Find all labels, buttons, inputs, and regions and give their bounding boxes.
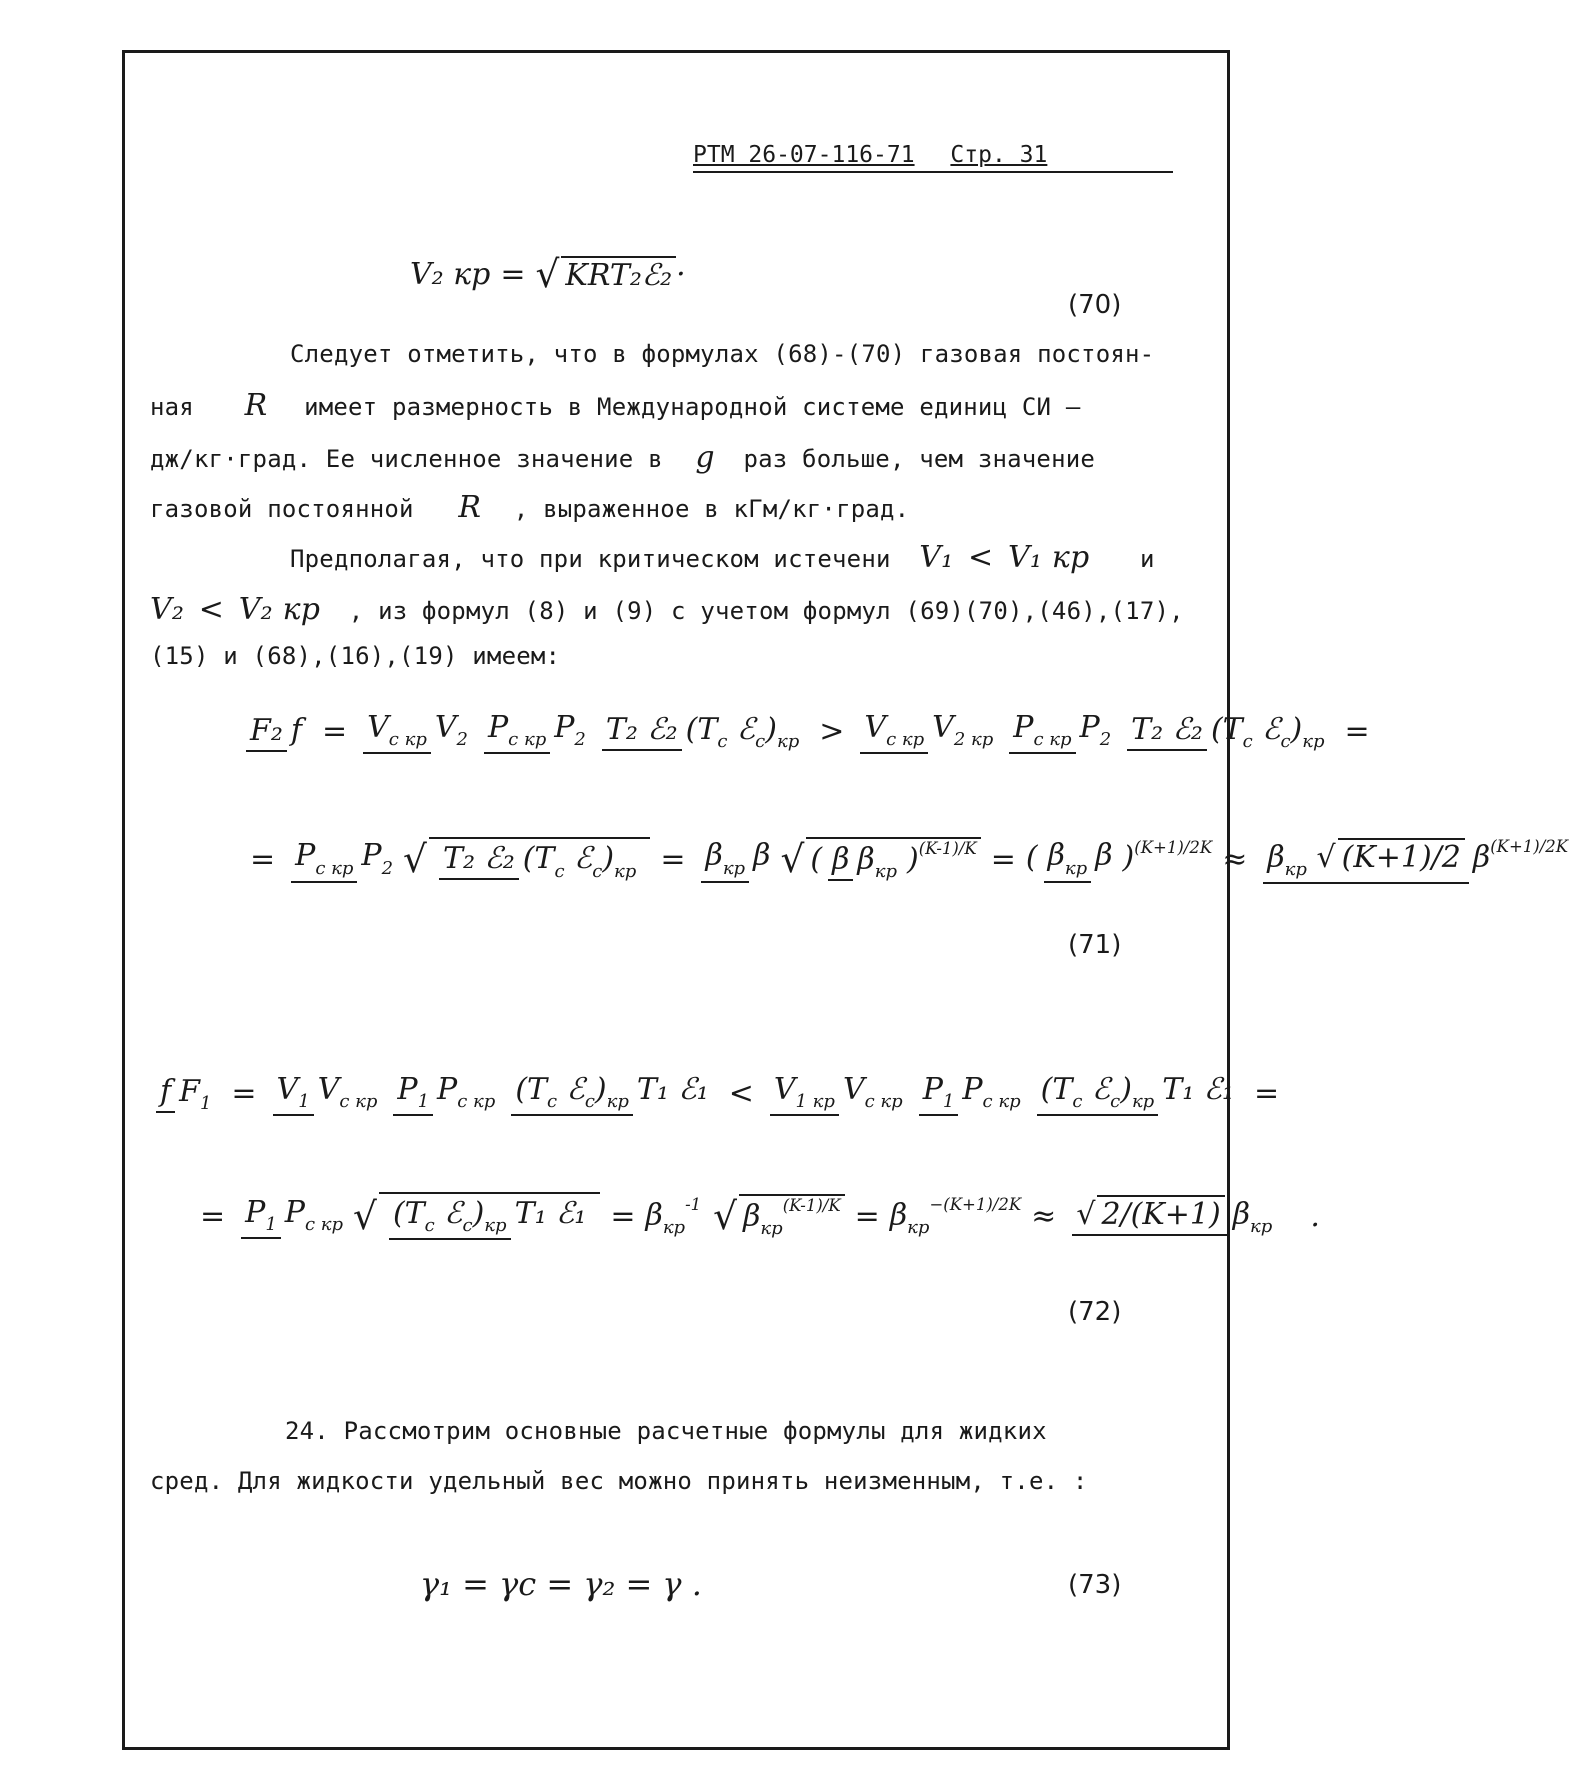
paragraph2-line2: V₂ < V₂ кр , из формул (8) и (9) с учетом формул (69)(70),(46),(17), bbox=[150, 592, 1184, 627]
paragraph1-line2: ная R имеет размерность в Международной системе единиц СИ — bbox=[150, 388, 1081, 423]
equation-72-line1: f F1 = V1 Vc кр P1 Pc кр (Tc ℰc)кр T₁ ℰ₁ < V1 кр Vc кр P1 Pc кр (Tc ℰc)кр T₁ ℰ₁ = bbox=[150, 1070, 1289, 1116]
symbol-V1kr: V₁ кр bbox=[1008, 540, 1090, 575]
symbol-V2kr: V₂ кр bbox=[238, 592, 321, 627]
paragraph3-line1: 24. Рассмотрим основные расчетные формулы для жидких bbox=[285, 1417, 1047, 1445]
page-frame bbox=[122, 50, 1230, 1750]
equation-number-71: (71) bbox=[1068, 930, 1122, 960]
equation-71-line2: = Pc кр P2 √ T₂ ℰ₂ (Tc ℰc)кр = βкр β √ ( β βкр )(K-1)/K = ( βкр β )(K+1)/2K ≈ βкр √ (K+1)/2 β(K+1)/2K bbox=[240, 835, 1578, 884]
equation-number-73: (73) bbox=[1068, 1570, 1122, 1600]
paragraph2-line3: (15) и (68),(16),(19) имеем: bbox=[150, 642, 561, 670]
symbol-V2: V₂ bbox=[150, 592, 185, 627]
eq70-operator: = bbox=[500, 256, 526, 292]
page-header bbox=[693, 142, 1173, 173]
paragraph3-line2: сред. Для жидкости удельный вес можно принять неизменным, т.е. : bbox=[150, 1467, 1088, 1495]
equation-70: V₂ кр = √ KRT₂ℰ₂ · bbox=[410, 252, 686, 296]
paragraph1-line1: Следует отметить, что в формулах (68)-(70) газовая постоян- bbox=[290, 340, 1155, 368]
paragraph1-line4: газовой постоянной R , выраженное в кГм/кг·град. bbox=[150, 490, 910, 525]
equation-71-line1: F₂ f = Vc кр V2 Pc кр P2 T₂ ℰ₂ (Tc ℰc)кр > Vc кр V2 кр Pc кр P2 T₂ ℰ₂ (Tc ℰc)кр = bbox=[240, 708, 1380, 754]
symbol-R-2: R bbox=[458, 490, 482, 525]
equation-number-72: (72) bbox=[1068, 1297, 1122, 1327]
equation-72-line2: = P1 Pc кр √ (Tc ℰc)кр T₁ ℰ₁ = βкр-1 √ βкр(K-1)/K = βкр−(K+1)/2K ≈ √ 2/(K+1) βкр . bbox=[190, 1192, 1320, 1240]
symbol-R: R bbox=[244, 388, 268, 423]
symbol-V1: V₁ bbox=[919, 540, 954, 575]
eq70-lhs: V₂ кр bbox=[410, 256, 491, 292]
equation-73: γ₁ = γc = γ₂ = γ . bbox=[420, 1565, 702, 1603]
eq70-tail: · bbox=[676, 256, 686, 292]
equation-number-70: (70) bbox=[1068, 290, 1122, 320]
eq70-rhs: KRT₂ℰ₂ bbox=[561, 256, 676, 293]
symbol-g: g bbox=[695, 440, 715, 475]
page-number: Стр. 31 bbox=[950, 142, 1048, 168]
paragraph1-line3: дж/кг·град. Ее численное значение в g раз больше, чем значение bbox=[150, 440, 1096, 475]
document-code: РТМ 26-07-116-71 bbox=[693, 142, 915, 168]
paragraph2-line1: Предполагая, что при критическом истечени V₁ < V₁ кр и bbox=[290, 540, 1155, 575]
